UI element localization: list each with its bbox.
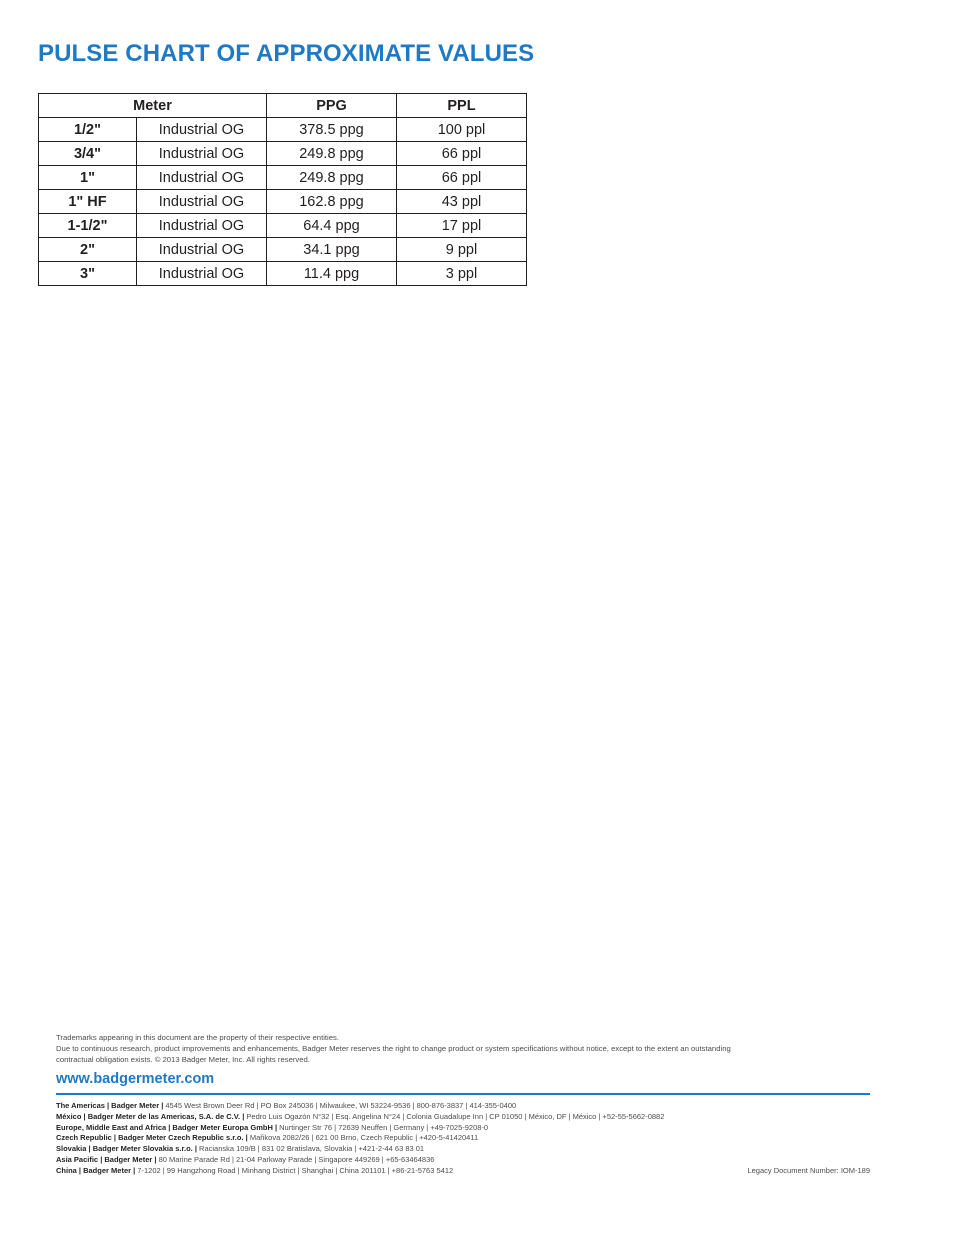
address-region: Czech Republic | Badger Meter Czech Republic s.r.o. | xyxy=(56,1133,248,1143)
address-region: México | Badger Meter de las Americas, S.A. de C.V. | xyxy=(56,1111,245,1121)
ppl-cell: 66 ppl xyxy=(397,166,527,190)
ppl-cell: 3 ppl xyxy=(397,262,527,286)
meter-size-cell: 3" xyxy=(39,262,137,286)
table-row xyxy=(39,214,527,238)
address-region: Europe, Middle East and Africa | Badger Meter Europa GmbH | xyxy=(56,1122,278,1132)
website-link[interactable]: www.badgermeter.com xyxy=(56,1071,215,1087)
address-line xyxy=(56,1101,664,1112)
table-row xyxy=(39,166,527,190)
ppg-cell: 249.8 ppg xyxy=(267,142,397,166)
legal-disclaimer xyxy=(56,1032,876,1065)
address-line xyxy=(56,1166,664,1177)
address-line xyxy=(56,1144,664,1155)
address-region: The Americas | Badger Meter | xyxy=(56,1101,164,1110)
ppl-cell: 100 ppl xyxy=(397,118,527,142)
ppl-cell: 66 ppl xyxy=(397,142,527,166)
meter-size-cell: 1" HF xyxy=(39,190,137,214)
header-ppg: PPG xyxy=(267,94,397,118)
ppg-cell: 378.5 ppg xyxy=(267,118,397,142)
meter-type-cell: Industrial OG xyxy=(137,166,267,190)
meter-type-cell: Industrial OG xyxy=(137,190,267,214)
page-title: PULSE CHART OF APPROXIMATE VALUES xyxy=(38,40,535,67)
meter-size-cell: 1-1/2" xyxy=(39,214,137,238)
office-addresses xyxy=(56,1101,664,1177)
ppg-cell: 64.4 ppg xyxy=(267,214,397,238)
obligation-notice: contractual obligation exists. © 2013 Badger Meter, Inc. All rights reserved. xyxy=(56,1055,310,1064)
footer-divider xyxy=(56,1093,870,1095)
meter-type-cell: Industrial OG xyxy=(137,142,267,166)
research-notice: Due to continuous research, product improvements and enhancements, Badger Meter reserves the right to change product or system specifications without notice, except to the extent an outstanding xyxy=(56,1044,731,1053)
ppl-cell: 43 ppl xyxy=(397,190,527,214)
header-meter: Meter xyxy=(39,94,267,118)
table-row xyxy=(39,238,527,262)
meter-type-cell: Industrial OG xyxy=(137,238,267,262)
ppl-cell: 17 ppl xyxy=(397,214,527,238)
table-row xyxy=(39,190,527,214)
header-ppl: PPL xyxy=(397,94,527,118)
ppl-cell: 9 ppl xyxy=(397,238,527,262)
meter-size-cell: 1" xyxy=(39,166,137,190)
meter-type-cell: Industrial OG xyxy=(137,262,267,286)
meter-size-cell: 1/2" xyxy=(39,118,137,142)
address-region: Asia Pacific | Badger Meter | xyxy=(56,1154,157,1164)
address-region: China | Badger Meter | xyxy=(56,1165,136,1175)
ppg-cell: 34.1 ppg xyxy=(267,238,397,262)
address-line xyxy=(56,1155,664,1166)
address-detail: 7-1202 | 99 Hangzhong Road | Minhang District | Shanghai | China 201101 | +86-21-5763 5412 xyxy=(135,1165,454,1175)
meter-type-cell: Industrial OG xyxy=(137,214,267,238)
meter-size-cell: 2" xyxy=(39,238,137,262)
address-region: Slovakia | Badger Meter Slovakia s.r.o. | xyxy=(56,1144,197,1154)
legacy-document-number: Legacy Document Number: IOM-189 xyxy=(747,1166,870,1175)
table-row xyxy=(39,118,527,142)
address-detail: Nurtinger Str 76 | 72639 Neuffen | Germany | +49-7025-9208-0 xyxy=(277,1122,489,1132)
ppg-cell: 162.8 ppg xyxy=(267,190,397,214)
table-row xyxy=(39,142,527,166)
address-detail: Mařikova 2082/26 | 621 00 Brno, Czech Republic | +420-5-41420411 xyxy=(247,1133,479,1143)
address-detail: 80 Marine Parade Rd | 21-04 Parkway Parade | Singapore 449269 | +65-63464836 xyxy=(156,1154,435,1164)
address-line xyxy=(56,1112,664,1123)
address-detail: Racianska 109/B | 831 02 Bratislava, Slovakia | +421-2-44 63 83 01 xyxy=(196,1144,425,1154)
address-line xyxy=(56,1123,664,1134)
meter-size-cell: 3/4" xyxy=(39,142,137,166)
address-detail: 4545 West Brown Deer Rd | PO Box 245036 | Milwaukee, WI 53224-9536 | 800-876-3837 | 414-355-0400 xyxy=(163,1101,517,1110)
meter-type-cell: Industrial OG xyxy=(137,118,267,142)
ppg-cell: 11.4 ppg xyxy=(267,262,397,286)
trademarks-notice: Trademarks appearing in this document are the property of their respective entities. xyxy=(56,1033,340,1042)
ppg-cell: 249.8 ppg xyxy=(267,166,397,190)
address-line xyxy=(56,1133,664,1144)
table-row xyxy=(39,262,527,286)
pulse-chart-table xyxy=(38,93,527,286)
address-detail: Pedro Luis Ogazón N°32 | Esq. Angelina N°24 | Colonia Guadalupe Inn | CP 01050 | México, DF | México | +52-55-5662-0882 xyxy=(244,1111,665,1121)
table-header-row xyxy=(39,94,527,118)
